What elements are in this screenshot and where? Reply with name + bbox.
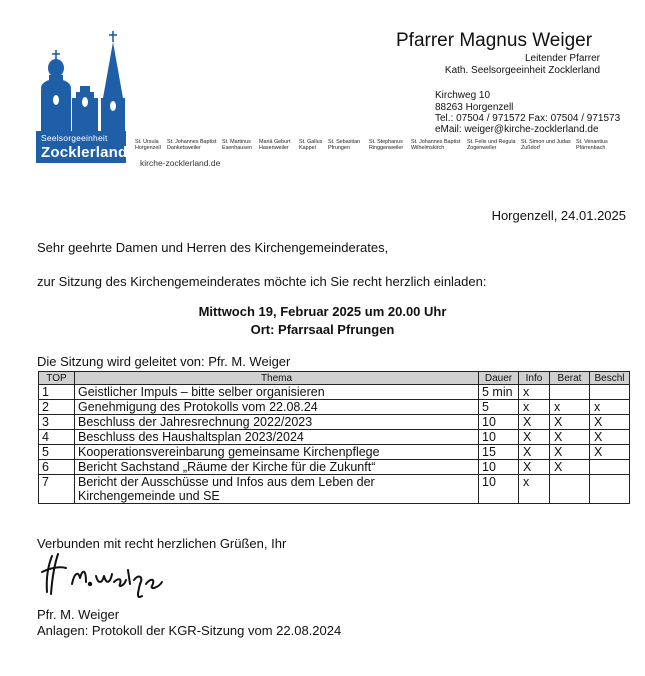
table-row [39, 415, 630, 430]
parish-item: St. Stephanus Ringgenweiler [369, 139, 404, 152]
address-street: Kirchweg 10 [435, 90, 491, 101]
agenda-header-row [39, 372, 630, 385]
cell-thema-line1: Bericht der Ausschüsse und Infos aus dem Leben der [78, 475, 375, 489]
cell-dauer: 5 min [479, 385, 519, 400]
letter-date: Horgenzell, 24.01.2025 [491, 208, 626, 223]
cell-thema: Bericht Sachstand „Räume der Kirche für die Zukunft“ [75, 460, 479, 475]
cell-dauer: 10 [479, 415, 519, 430]
closing-text: Verbunden mit recht herzlichen Grüßen, Ihr [37, 536, 287, 551]
address-email[interactable]: eMail: weiger@kirche-zocklerland.de [435, 124, 599, 135]
cell-beschl [590, 385, 630, 400]
logo-wordmark [36, 131, 126, 163]
table-row [39, 400, 630, 415]
cell-dauer: 5 [479, 400, 519, 415]
cell-top: 5 [39, 445, 75, 460]
parish-list [133, 139, 618, 155]
cell-info: x [519, 400, 550, 415]
header-berat: Berat [550, 372, 590, 385]
address-city: 88263 Horgenzell [435, 102, 514, 113]
meeting-date: Mittwoch 19, Februar 2025 um 20.00 Uhr [198, 304, 447, 319]
table-row [39, 430, 630, 445]
cell-top: 7 [39, 475, 75, 504]
cell-top: 1 [39, 385, 75, 400]
header-top: TOP [39, 372, 75, 385]
header-beschl: Beschl [590, 372, 630, 385]
cell-dauer: 10 [479, 460, 519, 475]
cell-thema: Genehmigung des Protokolls vom 22.08.24 [75, 400, 479, 415]
cell-thema: Geistlicher Impuls – bitte selber organisieren [75, 385, 479, 400]
sender-org: Kath. Seelsorgeeinheit Zocklerland [444, 65, 600, 76]
cell-top: 2 [39, 400, 75, 415]
cell-thema [75, 475, 479, 504]
parish-item: St. Simon und Judas Zußdorf [521, 139, 571, 152]
cell-thema: Beschluss der Jahresrechnung 2022/2023 [75, 415, 479, 430]
agenda-table [38, 371, 630, 504]
parish-item: St. Johannes Baptist Wilhelmskirch [411, 139, 461, 152]
signer-name: Pfr. M. Weiger [37, 607, 120, 622]
handwritten-signature [38, 548, 173, 604]
cell-beschl [590, 475, 630, 504]
cell-info: X [519, 430, 550, 445]
parish-item: Mariä Geburt Hasenweiler [259, 139, 291, 152]
cell-info: X [519, 445, 550, 460]
address-phone: Tel.: 07504 / 971572 Fax: 07504 / 971573 [435, 113, 621, 124]
cell-beschl: X [590, 430, 630, 445]
header-info: Info [519, 372, 550, 385]
cell-thema: Kooperationsvereinbarung gemeinsame Kirchenpflege [75, 445, 479, 460]
header-dauer: Dauer [479, 372, 519, 385]
cell-beschl [590, 460, 630, 475]
attachments-note: Anlagen: Protokoll der KGR-Sitzung vom 22.08.2024 [37, 623, 342, 638]
cell-dauer: 15 [479, 445, 519, 460]
parish-item: St. Venantius Pfärrenbach [576, 139, 608, 152]
cell-berat [550, 475, 590, 504]
cell-berat: x [550, 400, 590, 415]
cell-berat: X [550, 445, 590, 460]
cell-info: x [519, 475, 550, 504]
logo-line1: Seelsorgeeinheit [41, 133, 108, 143]
cell-top: 6 [39, 460, 75, 475]
cell-berat: X [550, 415, 590, 430]
table-row [39, 460, 630, 475]
cell-berat: X [550, 430, 590, 445]
cell-top: 4 [39, 430, 75, 445]
website-link[interactable]: kirche-zocklerland.de [140, 158, 221, 168]
parish-item: St. Martinus Esenhausen [222, 139, 252, 152]
cell-thema: Beschluss des Haushaltsplan 2023/2024 [75, 430, 479, 445]
meeting-place: Ort: Pfarrsaal Pfrungen [250, 322, 395, 337]
table-row [39, 445, 630, 460]
table-row [39, 475, 630, 504]
parish-item: St. Ursula Horgenzell [135, 139, 161, 152]
cell-thema-line2: Kirchengemeinde und SE [78, 489, 220, 503]
greeting: Sehr geehrte Damen und Herren des Kirchengemeinderates, [37, 240, 389, 255]
cell-beschl: X [590, 445, 630, 460]
intro-text: zur Sitzung des Kirchengemeinderates möchte ich Sie recht herzlich einladen: [37, 274, 487, 289]
cell-beschl: X [590, 415, 630, 430]
cell-dauer: 10 [479, 475, 519, 504]
cell-info: X [519, 460, 550, 475]
cell-info: x [519, 385, 550, 400]
sender-role: Leitender Pfarrer [524, 53, 600, 64]
logo-line2: Zocklerland [41, 144, 128, 161]
parish-item: St. Sebastian Pfrungen [328, 139, 361, 152]
cell-berat [550, 385, 590, 400]
cell-top: 3 [39, 415, 75, 430]
cell-dauer: 10 [479, 430, 519, 445]
cell-beschl: x [590, 400, 630, 415]
cell-info: X [519, 415, 550, 430]
sender-name: Pfarrer Magnus Weiger [396, 30, 593, 51]
parish-item: St. Felix und Regula Zogenweiler [467, 139, 516, 152]
cell-berat: X [550, 460, 590, 475]
parish-item: St. Johannes Baptist Danketsweiler [167, 139, 217, 152]
parish-item: St. Gallus Kappel [299, 139, 323, 152]
meeting-chair: Die Sitzung wird geleitet von: Pfr. M. Weiger [37, 354, 291, 369]
table-row [39, 385, 630, 400]
header-thema: Thema [75, 372, 479, 385]
